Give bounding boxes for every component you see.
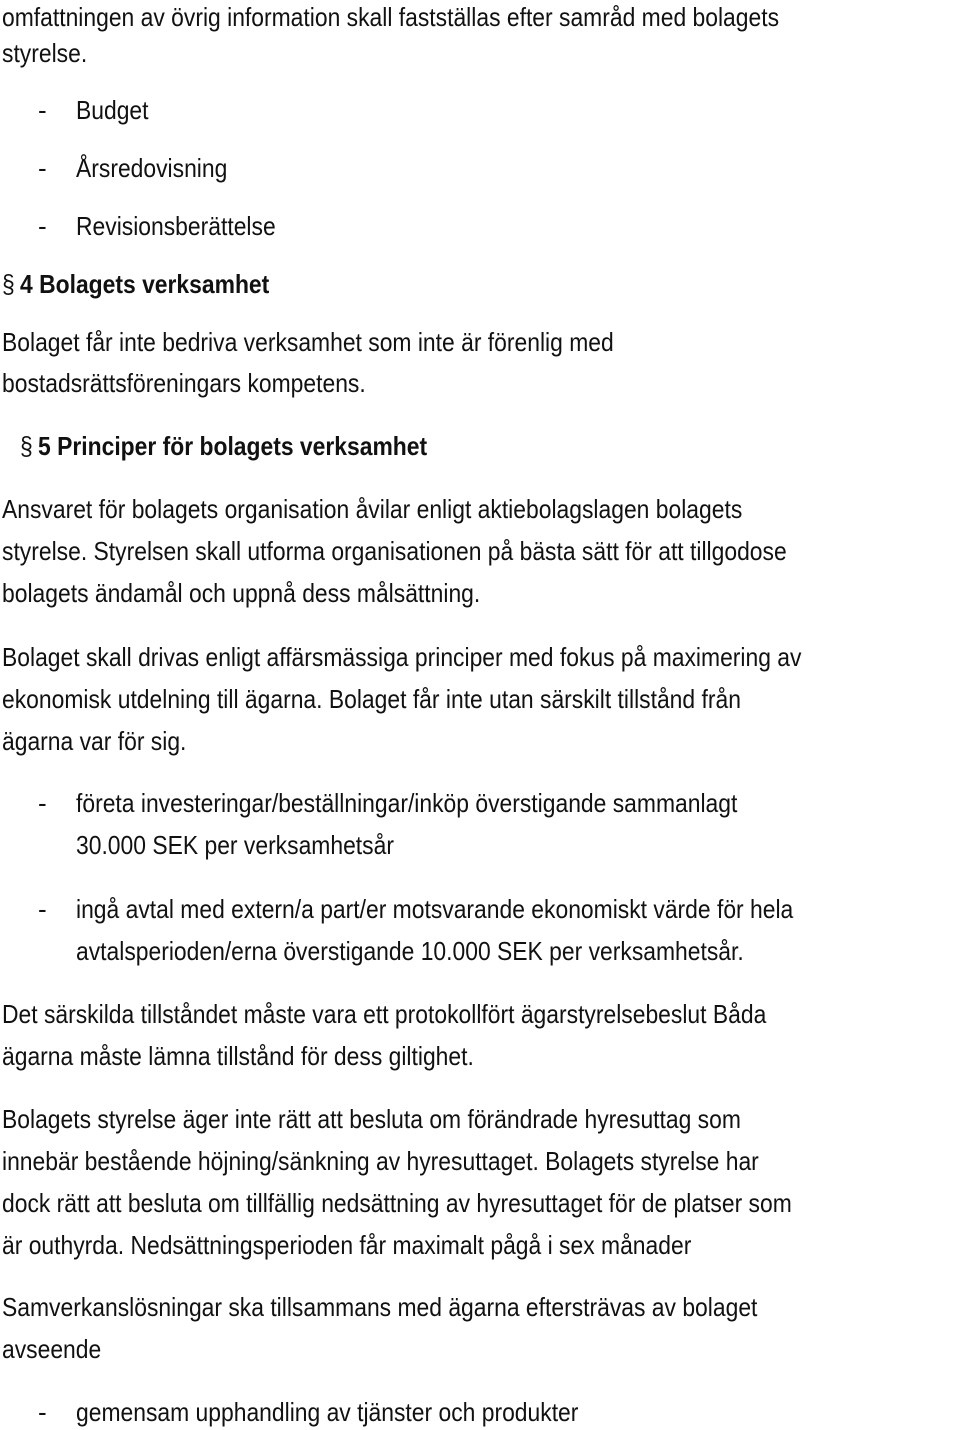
section-5-p1-line-3: bolagets ändamål och uppnå dess målsättning. [2, 578, 481, 608]
section-5-p1-line-2: styrelse. Styrelsen skall utforma organisationen på bästa sätt för att tillgodose [2, 536, 787, 566]
list-item-investeringar-line-2: 30.000 SEK per verksamhetsår [76, 830, 394, 860]
section-symbol: § [2, 269, 15, 299]
list-item-avtal-line-1: ingå avtal med extern/a part/er motsvarande ekonomiskt värde för hela [76, 894, 794, 924]
intro-line-1: omfattningen av övrig information skall fastställas efter samråd med bolagets [2, 2, 780, 32]
section-4-title: 4 Bolagets verksamhet [20, 269, 270, 299]
list-item-investeringar-line-1: företa investeringar/beställningar/inköp överstigande sammanlagt [76, 788, 738, 818]
section-5-p3-line-1: Det särskilda tillståndet måste vara ett protokollfört ägarstyrelsebeslut Båda [2, 999, 767, 1029]
section-5-p4-line-1: Bolagets styrelse äger inte rätt att besluta om förändrade hyresuttag som [2, 1104, 741, 1134]
section-5-p3-line-2: ägarna måste lämna tillstånd för dess giltighet. [2, 1041, 474, 1071]
section-4-body-line-1: Bolaget får inte bedriva verksamhet som inte är förenlig med [2, 327, 614, 357]
section-5-p1-line-1: Ansvaret för bolagets organisation åvilar enligt aktiebolagslagen bolagets [2, 494, 743, 524]
list-dash: - [38, 894, 47, 924]
section-5-title: 5 Principer för bolagets verksamhet [38, 431, 428, 461]
section-4-body-line-2: bostadsrättsföreningars kompetens. [2, 368, 366, 398]
list-item-budget: Budget [76, 95, 149, 125]
list-item-arsredovisning: Årsredovisning [76, 153, 228, 183]
section-5-p2-line-3: ägarna var för sig. [2, 726, 187, 756]
intro-line-2: styrelse. [2, 38, 88, 68]
section-5-p4-line-3: dock rätt att besluta om tillfällig nedsättning av hyresuttaget för de platser som [2, 1188, 792, 1218]
list-dash: - [38, 153, 47, 183]
section-5-p5-line-2: avseende [2, 1334, 102, 1364]
list-item-avtal-line-2: avtalsperioden/erna överstigande 10.000 SEK per verksamhetsår. [76, 936, 744, 966]
section-5-p4-line-4: är outhyrda. Nedsättningsperioden får maximalt pågå i sex månader [2, 1230, 692, 1260]
list-item-upphandling: gemensam upphandling av tjänster och produkter [76, 1397, 579, 1427]
section-4-heading [2, 267, 269, 301]
section-symbol: § [20, 431, 33, 461]
section-5-heading [20, 429, 427, 463]
section-5-p5-line-1: Samverkanslösningar ska tillsammans med ägarna eftersträvas av bolaget [2, 1292, 758, 1322]
section-5-p2-line-1: Bolaget skall drivas enligt affärsmässiga principer med fokus på maximering av [2, 642, 802, 672]
list-item-revisionsberattelse: Revisionsberättelse [76, 211, 276, 241]
list-dash: - [38, 211, 47, 241]
list-dash: - [38, 95, 47, 125]
list-dash: - [38, 788, 47, 818]
section-5-p2-line-2: ekonomisk utdelning till ägarna. Bolaget får inte utan särskilt tillstånd från [2, 684, 741, 714]
list-dash: - [38, 1397, 47, 1427]
section-5-p4-line-2: innebär bestående höjning/sänkning av hyresuttaget. Bolagets styrelse har [2, 1146, 759, 1176]
